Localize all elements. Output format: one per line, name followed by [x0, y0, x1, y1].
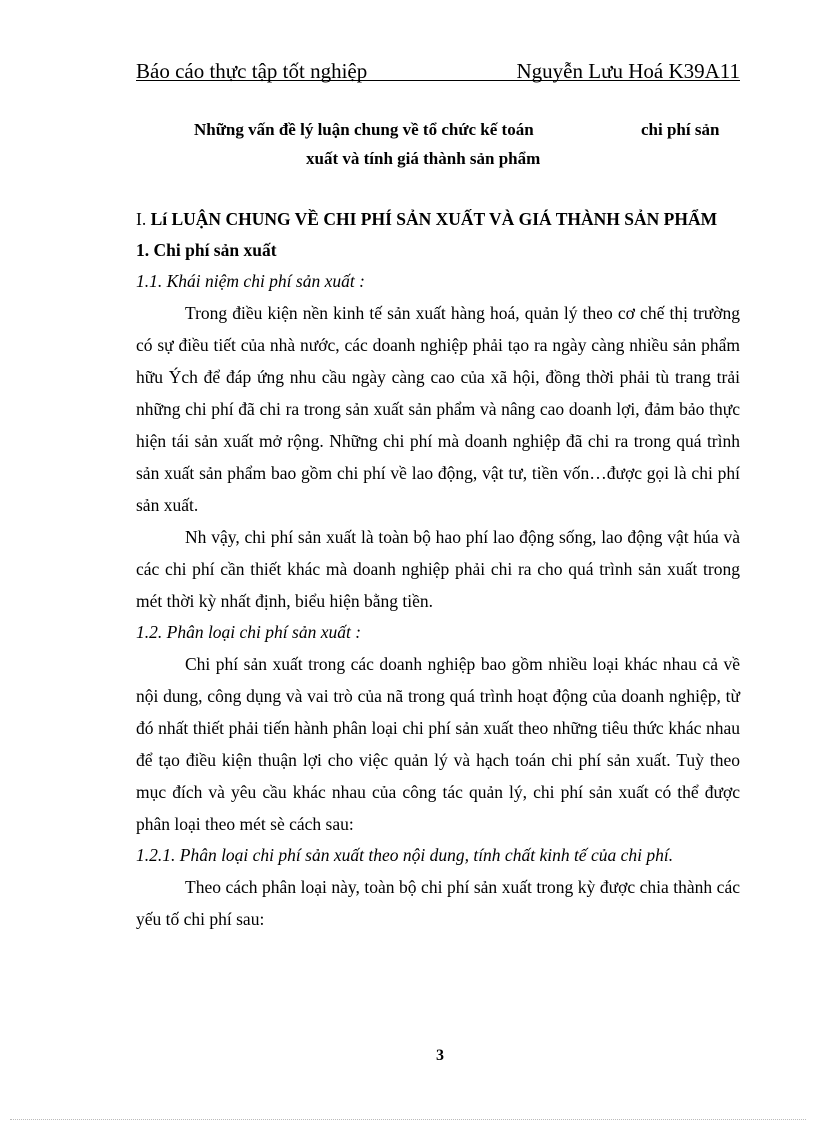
chapter-title-line1-part1: Những vấn đề lý luận chung về tổ chức kế toán: [194, 120, 534, 139]
paragraph: Chi phí sản xuất trong các doanh nghiệp bao gồm nhiều loại khác nhau cả về nội dung, công dụng và vai trò của nã trong quá trình hoạt động của doanh nghiệp, từ đó nhất thiết phải tiến hành phân loại chi phí sản xuất theo những tiêu thức khác nhau để tạo điều kiện thuận lợi cho việc quản lý và hạch toán chi phí sản xuất. Tuỳ theo mục đích và yêu cầu khác nhau của công tác quản lý, chi phí sản xuất có thể được phân loại theo mét sè cách sau:: [136, 654, 740, 834]
header-report-title: Báo cáo thực tập tốt nghiệp: [136, 59, 368, 83]
page-number: 3: [436, 1047, 444, 1064]
header-rule: [136, 80, 740, 81]
section-heading: [136, 204, 740, 235]
running-header: [136, 56, 740, 86]
subheading-1-2-1: 1.2.1. Phân loại chi phí sản xuất theo nội dung, tính chất kinh tế của chi phí.: [136, 845, 674, 865]
body-text: [136, 204, 740, 935]
section-heading-text: Lí LUẬN CHUNG VỀ CHI PHÍ SẢN XUẤT VÀ GIÁ THÀNH SẢN PHẨM: [150, 209, 718, 229]
section-number: I.: [136, 209, 147, 229]
chapter-title-line2: xuất và tính giá thành sản phẩm: [306, 149, 541, 168]
header-author: Nguyễn Lưu Hoá K39A11: [516, 59, 740, 83]
subsection-heading: 1. Chi phí sản xuất: [136, 240, 277, 260]
paragraph: Theo cách phân loại này, toàn bộ chi phí sản xuất trong kỳ được chia thành các yếu tố chi phí sau:: [136, 877, 740, 929]
chapter-title-line1-part2: chi phí sản: [641, 120, 720, 139]
paragraph: Nh vậy, chi phí sản xuất là toàn bộ hao phí lao động sống, lao động vật húa và các chi phí cần thiết khác mà doanh nghiệp phải chi ra cho quá trình sản xuất trong mét thời kỳ nhất định, biểu hiện bằng tiền.: [136, 527, 740, 611]
subheading-1-2: 1.2. Phân loại chi phí sản xuất :: [136, 622, 362, 642]
subheading-1-1: 1.1. Khái niệm chi phí sản xuất :: [136, 271, 365, 291]
page-bottom-border: [10, 1119, 806, 1120]
paragraph: Trong điều kiện nền kinh tế sản xuất hàng hoá, quản lý theo cơ chế thị trường có sự điều tiết của nhà nước, các doanh nghiệp phải tạo ra ngày càng nhiều sản phẩm hữu Ých để đáp ứng nhu cầu ngày càng cao của xã hội, đồng thời phải tù trang trải những chi phí đã chi ra trong sản xuất sản phẩm và nâng cao doanh lợi, đảm bảo thực hiện tái sản xuất mở rộng. Những chi phí mà doanh nghiệp đã chi ra trong quá trình sản xuất sản phẩm bao gồm chi phí về lao động, vật tư, tiền vốn…được gọi là chi phí sản xuất.: [136, 303, 740, 515]
